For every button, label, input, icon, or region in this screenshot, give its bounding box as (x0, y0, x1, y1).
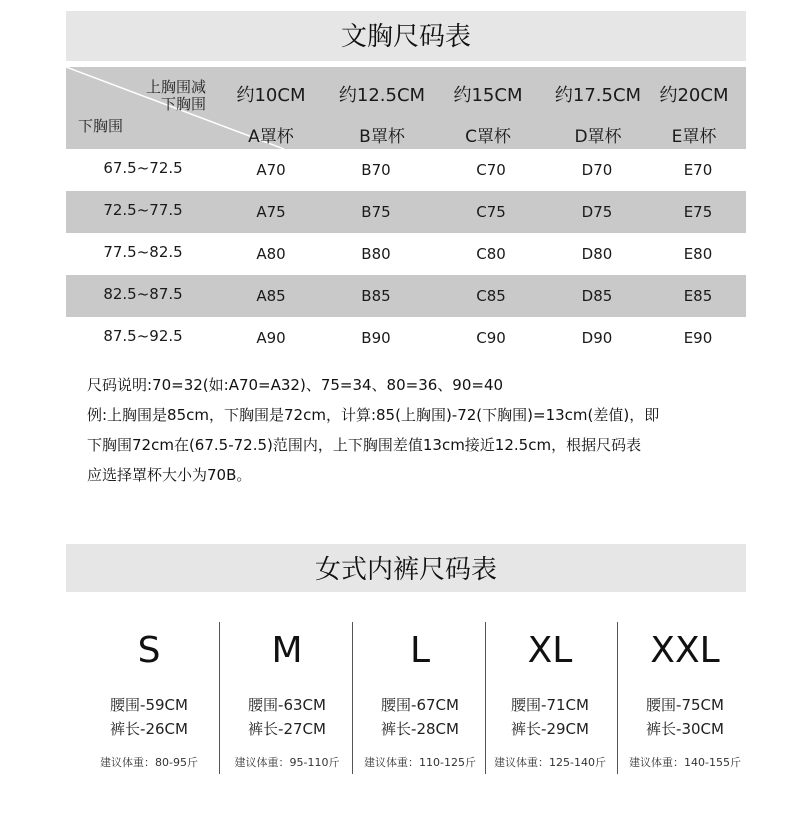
size-card-s (83, 622, 215, 774)
size-label: XL (527, 630, 573, 671)
corner-label-underbust: 下胸围 (78, 117, 124, 135)
size-cell: C90 (476, 329, 506, 347)
length-measure: 裤长-28CM (381, 720, 459, 738)
bra-size-table (66, 67, 746, 359)
length-measure: 裤长-26CM (110, 720, 188, 738)
size-label: M (271, 630, 303, 671)
size-cell: B80 (361, 245, 391, 263)
size-card-xxl (619, 622, 751, 774)
suggested-weight: 建议体重：110-125斤 (364, 756, 476, 769)
note-line: 应选择罩杯大小为70B。 (87, 466, 252, 484)
size-cell: C75 (476, 203, 506, 221)
size-cell: A80 (256, 245, 286, 263)
waist-measure: 腰围-75CM (646, 696, 724, 714)
size-cell: B70 (361, 161, 391, 179)
table-row (66, 275, 746, 317)
note-line: 下胸围72cm在(67.5-72.5)范围内，上下胸围差值13cm接近12.5cm，根据尺码表 (87, 436, 642, 454)
column-cup: E罩杯 (671, 127, 717, 147)
corner-label-bust-difference (140, 79, 206, 113)
waist-measure: 腰围-71CM (511, 696, 589, 714)
size-cell: B85 (361, 287, 391, 305)
waist-measure: 腰围-63CM (248, 696, 326, 714)
column-cup: B罩杯 (359, 127, 405, 147)
size-divider (617, 622, 618, 774)
size-cell: D80 (581, 245, 613, 263)
table-row (66, 191, 746, 233)
length-measure: 裤长-30CM (646, 720, 724, 738)
size-cell: A85 (256, 287, 286, 305)
underbust-range: 87.5~92.5 (103, 327, 183, 345)
size-divider (219, 622, 220, 774)
size-label: L (409, 630, 431, 671)
size-cell: E90 (683, 329, 713, 347)
note-line: 尺码说明:70=32(如:A70=A32)、75=34、80=36、90=40 (87, 376, 504, 394)
size-label: S (137, 630, 161, 671)
table-row (66, 317, 746, 359)
size-cell: E85 (683, 287, 713, 305)
panty-chart-title: 女式内裤尺码表 (66, 544, 746, 592)
table-row (66, 149, 746, 191)
column-diff: 约20CM (659, 85, 729, 106)
waist-measure: 腰围-67CM (381, 696, 459, 714)
size-cell: A75 (256, 203, 286, 221)
size-cell: B90 (361, 329, 391, 347)
size-card-m (221, 622, 353, 774)
size-cell: E80 (683, 245, 713, 263)
table-row (66, 233, 746, 275)
underbust-range: 67.5~72.5 (103, 159, 183, 177)
size-cell: A90 (256, 329, 286, 347)
length-measure: 裤长-29CM (511, 720, 589, 738)
note-line: 例:上胸围是85cm，下胸围是72cm，计算:85(上胸围)-72(下胸围)=13cm(差值)，即 (87, 406, 660, 424)
table-header (66, 67, 746, 149)
size-cell: C80 (476, 245, 506, 263)
column-diff: 约10CM (236, 85, 306, 106)
column-diff: 约12.5CM (338, 85, 426, 106)
suggested-weight: 建议体重：80-95斤 (100, 756, 198, 769)
size-cell: C85 (476, 287, 506, 305)
column-diff: 约17.5CM (554, 85, 642, 106)
length-measure: 裤长-27CM (248, 720, 326, 738)
size-cell: C70 (476, 161, 506, 179)
column-cup: A罩杯 (248, 127, 294, 147)
size-card-l (354, 622, 486, 774)
waist-measure: 腰围-59CM (110, 696, 188, 714)
corner-top-line1: 上胸围减 (145, 78, 206, 96)
size-notes (87, 370, 659, 490)
size-cell: E75 (683, 203, 713, 221)
size-card-xl (484, 622, 616, 774)
underbust-range: 72.5~77.5 (103, 201, 183, 219)
column-cup: C罩杯 (465, 127, 511, 147)
suggested-weight: 建议体重：95-110斤 (234, 756, 340, 769)
suggested-weight: 建议体重：140-155斤 (629, 756, 741, 769)
column-diff: 约15CM (453, 85, 523, 106)
corner-top-line2: 下胸围 (160, 95, 206, 113)
size-cell: D90 (581, 329, 613, 347)
size-cell: A70 (256, 161, 286, 179)
column-cup: D罩杯 (574, 127, 622, 147)
underbust-range: 77.5~82.5 (103, 243, 183, 261)
size-cell: D75 (581, 203, 613, 221)
size-cell: D70 (581, 161, 613, 179)
size-label: XXL (650, 630, 720, 671)
suggested-weight: 建议体重：125-140斤 (494, 756, 606, 769)
size-cell: B75 (361, 203, 391, 221)
size-cell: E70 (683, 161, 713, 179)
bra-chart-title: 文胸尺码表 (66, 11, 746, 61)
size-divider (352, 622, 353, 774)
underbust-range: 82.5~87.5 (103, 285, 183, 303)
size-cell: D85 (581, 287, 613, 305)
